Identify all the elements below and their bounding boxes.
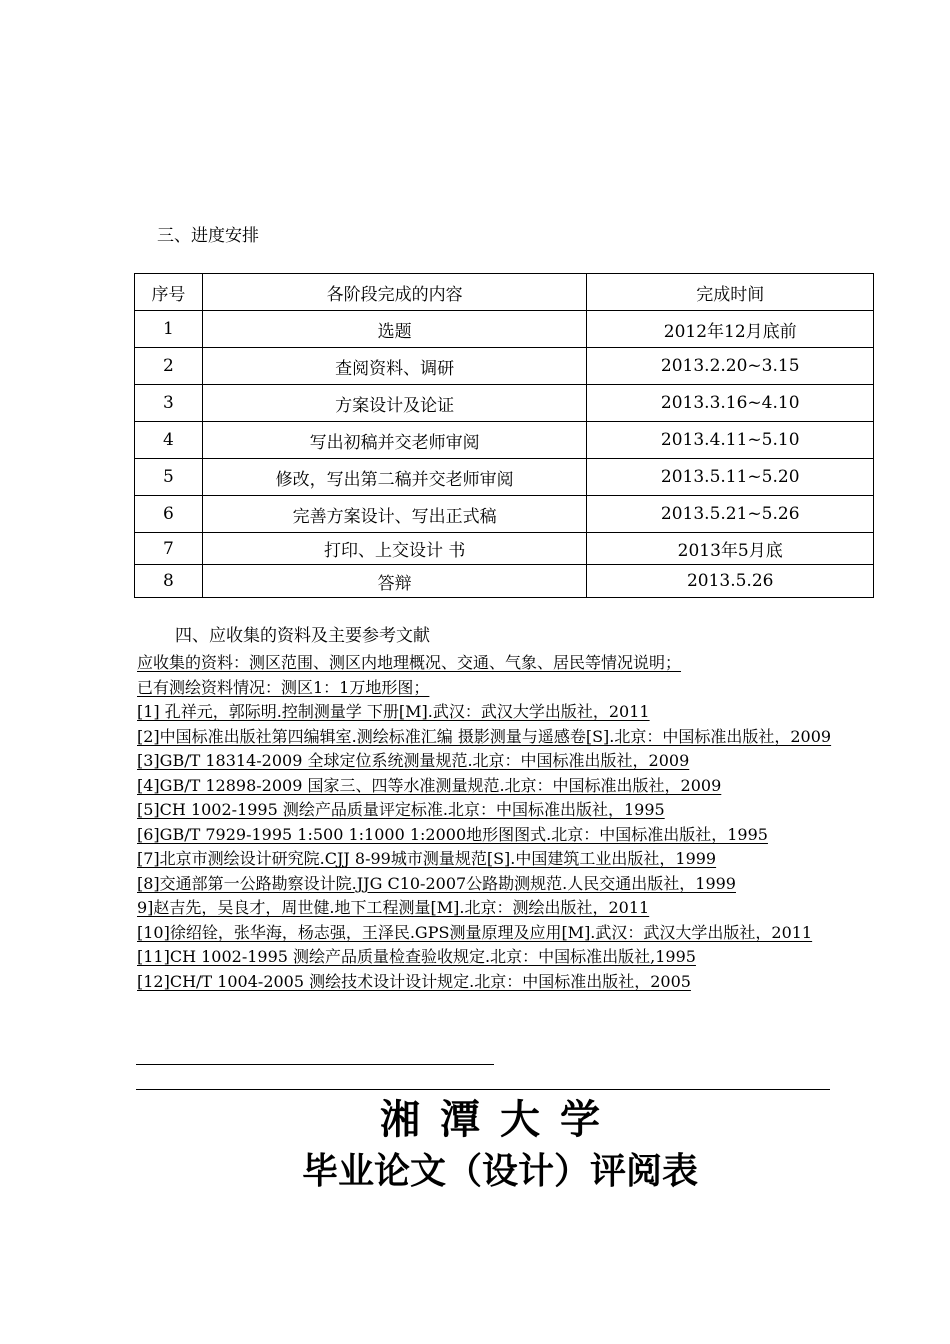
row-content: 选题 — [202, 311, 587, 348]
table-row — [135, 422, 874, 459]
row-index: 4 — [135, 422, 203, 459]
section-3-heading: 三、进度安排 — [157, 226, 259, 246]
row-index: 8 — [135, 565, 203, 598]
table-row — [135, 348, 874, 385]
header-content: 各阶段完成的内容 — [202, 274, 587, 311]
row-time: 2013.5.26 — [587, 565, 874, 598]
reference-item: [1] 孔祥元，郭际明.控制测量学 下册[M].武汉：武汉大学出版社，2011 — [137, 702, 650, 721]
row-time: 2013.2.20~3.15 — [587, 348, 874, 385]
row-time: 2013.5.11~5.20 — [587, 459, 874, 496]
university-name: 湘潭大学 — [380, 1096, 620, 1143]
reference-item: [8]交通部第一公路勘察设计院.JJG C10-2007公路勘测规范.人民交通出版社，1999 — [137, 873, 736, 893]
reference-item: 9]赵吉先，吴良才，周世健.地下工程测量[M].北京：测绘出版社，2011 — [137, 898, 650, 917]
blank-rule-short — [136, 1064, 494, 1065]
row-time: 2013.5.21~5.26 — [587, 496, 874, 533]
row-index: 3 — [135, 385, 203, 422]
blank-rule-long — [136, 1089, 830, 1090]
table-row — [135, 459, 874, 496]
reference-item: [6]GB/T 7929-1995 1:500 1:1000 1:2000地形图图式.北京：中国标准出版社，1995 — [137, 824, 768, 844]
row-time: 2013.3.16~4.10 — [587, 385, 874, 422]
table-row — [135, 533, 874, 565]
reference-item: [3]GB/T 18314-2009 全球定位系统测量规范.北京：中国标准出版社，2009 — [137, 751, 690, 770]
row-content: 修改，写出第二稿并交老师审阅 — [202, 459, 587, 496]
row-content: 打印、上交设计 书 — [202, 533, 587, 565]
row-time: 2012年12月底前 — [587, 311, 874, 348]
row-content: 查阅资料、调研 — [202, 348, 587, 385]
row-index: 5 — [135, 459, 203, 496]
reference-item: [2]中国标准出版社第四编辑室.测绘标准汇编 摄影测量与遥感卷[S].北京：中国标准出版社，2009 — [137, 726, 832, 746]
table-row — [135, 496, 874, 533]
row-content: 方案设计及论证 — [202, 385, 587, 422]
row-time: 2013.4.11~5.10 — [587, 422, 874, 459]
collected-materials-line: 应收集的资料：测区范围、测区内地理概况、交通、气象、居民等情况说明； — [137, 653, 682, 672]
row-index: 2 — [135, 348, 203, 385]
row-index: 7 — [135, 533, 203, 565]
header-time: 完成时间 — [587, 274, 874, 311]
section-4-heading: 四、应收集的资料及主要参考文献 — [175, 626, 430, 646]
schedule-header-row — [135, 274, 874, 311]
reference-item: [5]CH 1002-1995 测绘产品质量评定标准.北京：中国标准出版社，1995 — [137, 800, 665, 819]
reference-list — [137, 651, 863, 994]
row-content: 完善方案设计、写出正式稿 — [202, 496, 587, 533]
reference-item: [7]北京市测绘设计研究院.CJJ 8-99城市测量规范[S].中国建筑工业出版社，1999 — [137, 849, 717, 868]
row-index: 6 — [135, 496, 203, 533]
row-content: 答辩 — [202, 565, 587, 598]
table-row — [135, 385, 874, 422]
form-title: 毕业论文（设计）评阅表 — [301, 1150, 698, 1192]
table-row — [135, 565, 874, 598]
reference-item: [11]CH 1002-1995 测绘产品质量检查验收规定.北京：中国标准出版社,1995 — [137, 947, 696, 966]
row-content: 写出初稿并交老师审阅 — [202, 422, 587, 459]
existing-materials-line: 已有测绘资料情况：测区1：1万地形图； — [137, 677, 430, 697]
table-row — [135, 311, 874, 348]
row-time: 2013年5月底 — [587, 533, 874, 565]
reference-item: [12]CH/T 1004-2005 测绘技术设计设计规定.北京：中国标准出版社，2005 — [137, 971, 691, 991]
row-index: 1 — [135, 311, 203, 348]
reference-item: [10]徐绍铨，张华海，杨志强，王泽民.GPS测量原理及应用[M].武汉：武汉大学出版社，2011 — [137, 922, 813, 942]
reference-item: [4]GB/T 12898-2009 国家三、四等水准测量规范.北京：中国标准出版社，2009 — [137, 775, 722, 795]
schedule-table — [134, 273, 874, 598]
header-index: 序号 — [135, 274, 203, 311]
